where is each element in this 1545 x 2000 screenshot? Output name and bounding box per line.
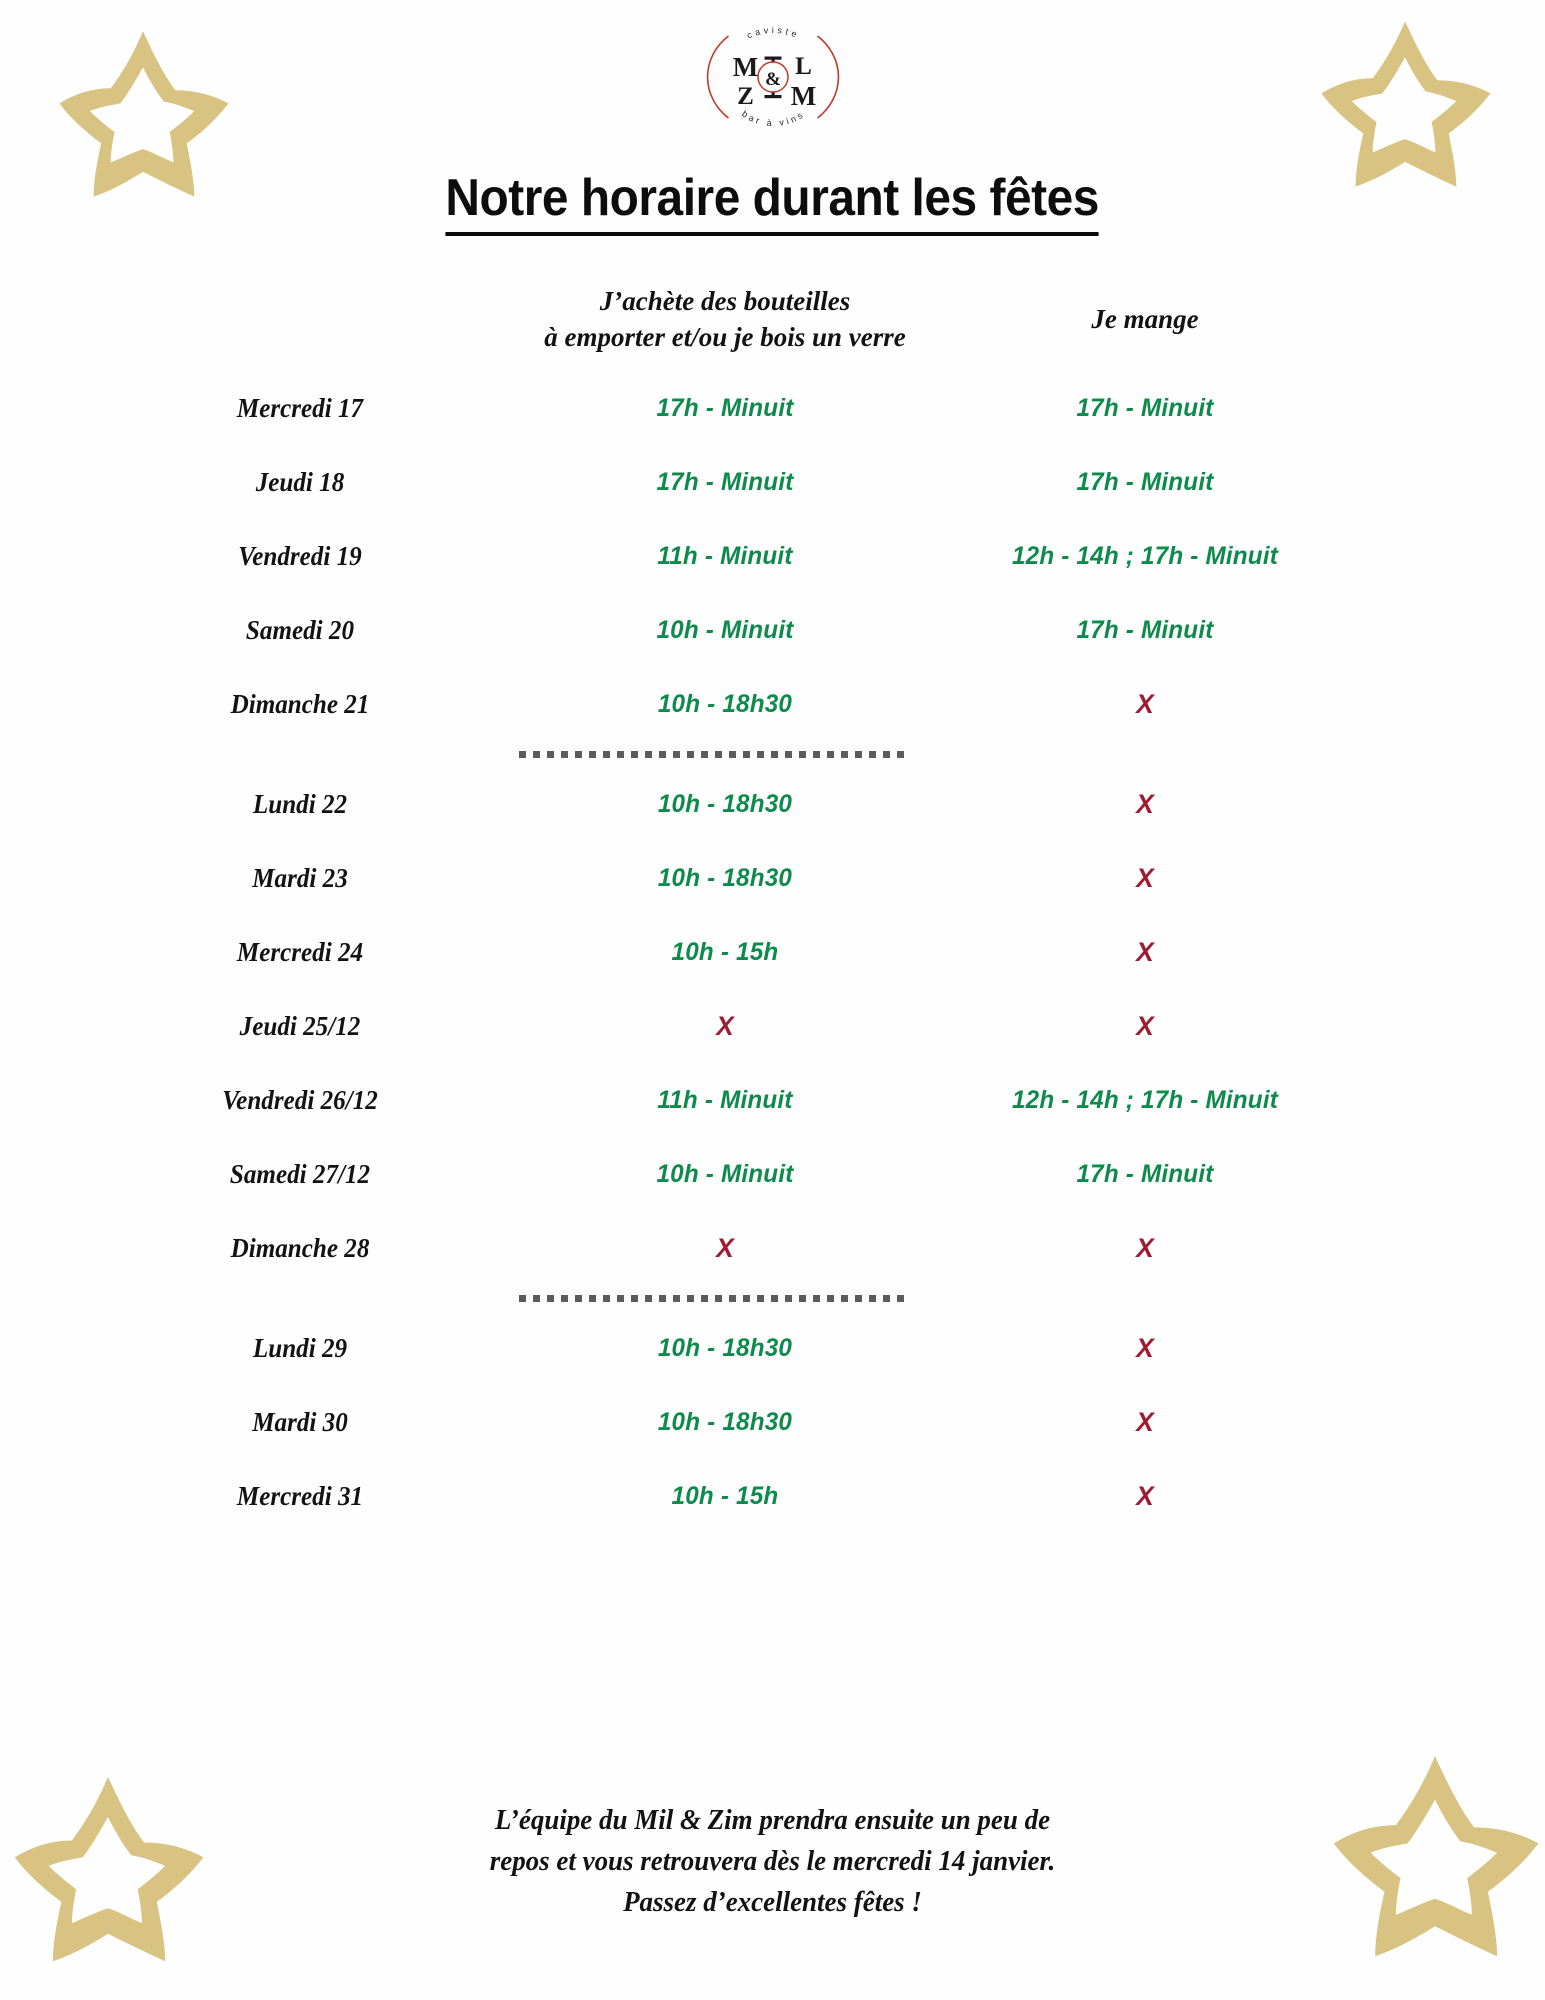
- day-label: Jeudi 18: [255, 466, 345, 497]
- buy-hours: 10h - 18h30: [657, 863, 793, 892]
- svg-text:Z: Z: [736, 83, 754, 110]
- schedule-table: [0, 284, 1545, 1533]
- buy-closed-marker: X: [716, 1010, 734, 1041]
- day-label: Mardi 30: [252, 1406, 348, 1437]
- buy-hours: 17h - Minuit: [656, 393, 794, 422]
- buy-hours: 17h - Minuit: [656, 467, 794, 496]
- eat-hours: 12h - 14h ; 17h - Minuit: [1011, 1085, 1279, 1114]
- day-label: Samedi 27/12: [229, 1158, 371, 1189]
- section-divider: [85, 741, 1545, 767]
- eat-closed-marker: X: [1136, 1406, 1154, 1437]
- day-label: Lundi 22: [252, 788, 348, 819]
- eat-closed-marker: X: [1136, 862, 1154, 893]
- day-label: Vendredi 19: [238, 540, 362, 571]
- mil-zim-logo: [685, 18, 860, 136]
- eat-closed-marker: X: [1136, 1332, 1154, 1363]
- day-label: Samedi 20: [245, 614, 355, 645]
- buy-hours: 10h - Minuit: [656, 1159, 794, 1188]
- day-label: Dimanche 21: [230, 688, 370, 719]
- dotted-line: [519, 751, 911, 758]
- eat-hours: 12h - 14h ; 17h - Minuit: [1011, 541, 1279, 570]
- buy-hours: 10h - Minuit: [656, 615, 794, 644]
- footer-line-3: Passez d’excellentes fêtes !: [623, 1886, 922, 1919]
- header-buy-line2: à emporter et/ou je bois un verre: [544, 321, 906, 352]
- buy-hours: 10h - 15h: [671, 937, 779, 966]
- header-buy-line1: J’achète des bouteilles: [599, 286, 851, 316]
- day-label: Lundi 29: [252, 1332, 348, 1363]
- footer-line-2: repos et vous retrouvera dès le mercredi 14 janvier.: [489, 1845, 1056, 1878]
- svg-text:bar à vins: bar à vins: [739, 108, 807, 129]
- buy-closed-marker: X: [716, 1232, 734, 1263]
- eat-closed-marker: X: [1136, 1010, 1154, 1041]
- table-row: [85, 1385, 1545, 1459]
- day-label: Jeudi 25/12: [239, 1010, 361, 1041]
- eat-hours: 17h - Minuit: [1076, 615, 1214, 644]
- table-row: [85, 915, 1545, 989]
- eat-closed-marker: X: [1136, 788, 1154, 819]
- buy-hours: 10h - 15h: [671, 1481, 779, 1510]
- footer-line-1: L’équipe du Mil & Zim prendra ensuite un peu de: [494, 1804, 1051, 1836]
- table-row: [85, 1063, 1545, 1137]
- svg-text:caviste: caviste: [744, 24, 802, 41]
- table-row: [85, 989, 1545, 1063]
- eat-hours: 17h - Minuit: [1076, 393, 1214, 422]
- table-row: [85, 1211, 1545, 1285]
- day-label: Dimanche 28: [230, 1232, 370, 1263]
- svg-text:M: M: [790, 81, 816, 111]
- day-label: Mardi 23: [252, 862, 348, 893]
- dotted-line: [519, 1295, 911, 1302]
- day-label: Mercredi 31: [236, 1480, 364, 1511]
- buy-hours: 10h - 18h30: [657, 689, 793, 718]
- eat-closed-marker: X: [1136, 1480, 1154, 1511]
- table-row: [85, 1137, 1545, 1211]
- buy-hours: 11h - Minuit: [657, 541, 793, 570]
- table-row: [85, 445, 1545, 519]
- header-eat-column: [935, 302, 1355, 338]
- table-row: [85, 1311, 1545, 1385]
- table-row: [85, 1459, 1545, 1533]
- page-title-container: [0, 136, 1545, 271]
- eat-hours: 17h - Minuit: [1076, 1159, 1214, 1188]
- eat-closed-marker: X: [1136, 688, 1154, 719]
- svg-text:M: M: [732, 52, 758, 82]
- eat-hours: 17h - Minuit: [1076, 467, 1214, 496]
- table-row: [85, 593, 1545, 667]
- header-buy-column: [515, 284, 935, 355]
- table-row: [85, 841, 1545, 915]
- schedule-rows: [0, 371, 1545, 1533]
- buy-hours: 11h - Minuit: [657, 1085, 793, 1114]
- table-row: [85, 667, 1545, 741]
- header-eat-label: Je mange: [1091, 303, 1199, 334]
- table-row: [85, 767, 1545, 841]
- eat-closed-marker: X: [1136, 1232, 1154, 1263]
- buy-hours: 10h - 18h30: [657, 1407, 793, 1436]
- eat-closed-marker: X: [1136, 936, 1154, 967]
- page-title: Notre horaire durant les fêtes: [446, 171, 1099, 237]
- buy-hours: 10h - 18h30: [657, 789, 793, 818]
- footer-message: [0, 1800, 1545, 1924]
- day-label: Mercredi 17: [236, 392, 364, 423]
- day-label: Vendredi 26/12: [222, 1084, 378, 1115]
- section-divider: [85, 1285, 1545, 1311]
- table-header-row: [85, 284, 1545, 355]
- svg-text:L: L: [794, 53, 812, 80]
- table-row: [85, 371, 1545, 445]
- day-label: Mercredi 24: [236, 936, 364, 967]
- table-row: [85, 519, 1545, 593]
- svg-text:&: &: [764, 69, 781, 90]
- buy-hours: 10h - 18h30: [657, 1333, 793, 1362]
